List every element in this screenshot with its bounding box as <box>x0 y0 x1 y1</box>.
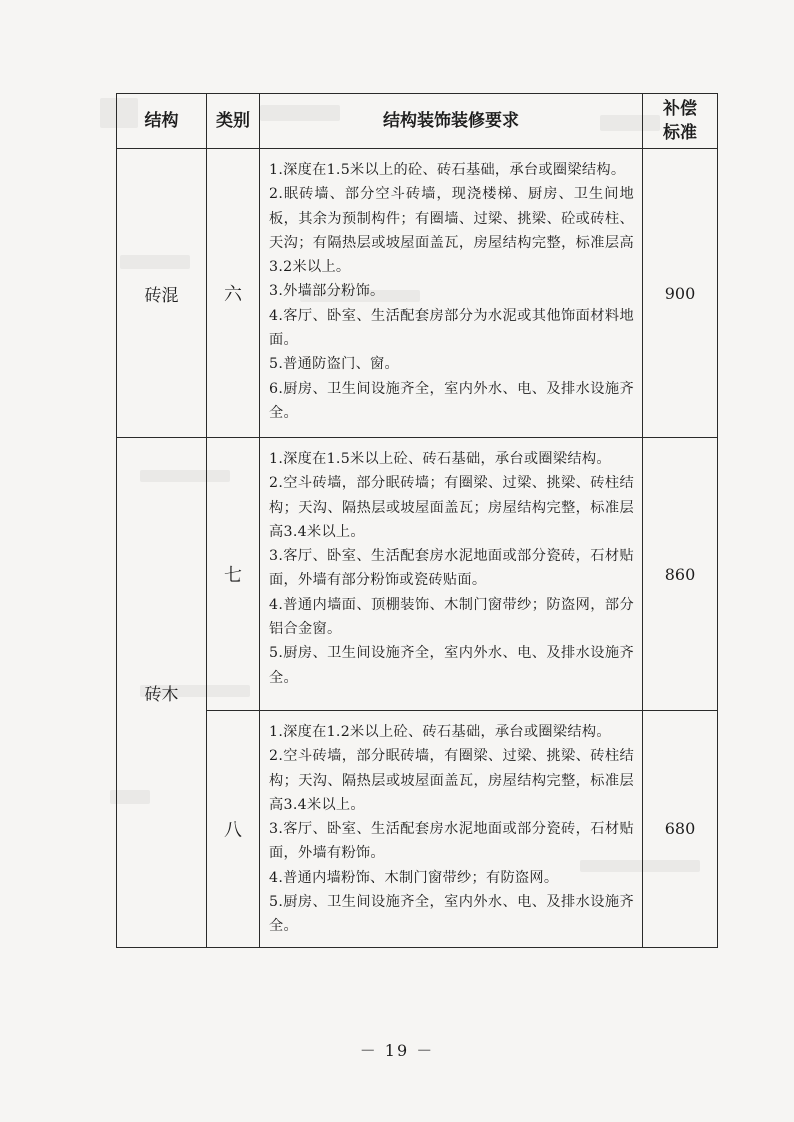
standard-cell: 680 <box>643 711 718 948</box>
requirement-item: 4.客厅、卧室、生活配套房部分为水泥或其他饰面材料地面。 <box>269 307 634 349</box>
table-row <box>117 149 718 438</box>
header-category: 类别 <box>215 111 250 131</box>
requirement-item: 3.客厅、卧室、生活配套房水泥地面或部分瓷砖，石材贴面，外墙有部分粉饰或瓷砖贴面。 <box>269 548 634 589</box>
table-header-row <box>117 94 718 149</box>
requirements-cell <box>260 438 643 711</box>
header-category-cell <box>207 94 260 149</box>
category-cell: 七 <box>207 438 260 711</box>
requirement-item: 1.深度在1.2米以上砼、砖石基础，承台或圈梁结构。 <box>269 724 611 740</box>
category-cell: 八 <box>207 711 260 948</box>
requirement-item: 5.普通防盗门、窗。 <box>269 356 400 373</box>
structure-cell: 砖混 <box>117 149 207 438</box>
requirements-cell <box>260 711 643 948</box>
requirement-item: 5.厨房、卫生间设施齐全，室内外水、电、及排水设施齐全。 <box>269 645 634 686</box>
category-cell: 六 <box>207 149 260 438</box>
requirement-item: 3.客厅、卧室、生活配套房水泥地面或部分瓷砖，石材贴面，外墙有粉饰。 <box>269 821 634 862</box>
standard-cell: 900 <box>643 149 718 438</box>
requirement-item: 2.空斗砖墙，部分眠砖墙，有圈梁、过梁、挑梁、砖柱结构；天沟、隔热层或坡屋面盖瓦，房屋结构完整，标准层高3.4米以上。 <box>269 748 634 813</box>
requirement-item: 5.厨房、卫生间设施齐全，室内外水、电、及排水设施齐全。 <box>269 894 634 935</box>
requirement-item: 1.深度在1.5米以上砼、砖石基础，承台或圈梁结构。 <box>269 451 611 467</box>
standard-cell: 860 <box>643 438 718 711</box>
compensation-standard-table <box>116 93 718 948</box>
requirement-item: 4.普通内墙面、顶棚装饰、木制门窗带纱；防盗网，部分铝合金窗。 <box>269 596 634 638</box>
header-structure: 结构 <box>117 94 207 149</box>
table-row <box>117 438 718 711</box>
requirement-item: 1.深度在1.5米以上的砼、砖石基础，承台或圈梁结构。 <box>269 162 626 178</box>
requirement-item: 2.空斗砖墙，部分眠砖墙；有圈梁、过梁、挑梁、砖柱结构；天沟、隔热层或坡屋面盖瓦；房屋结构完整，标准层高3.4米以上。 <box>269 475 634 540</box>
header-standard: 补偿标准 <box>662 99 697 143</box>
header-requirements: 结构装饰装修要求 <box>260 94 643 149</box>
page-number: － 19 － <box>359 1041 435 1060</box>
header-standard-cell <box>643 94 718 149</box>
table-row <box>117 711 718 948</box>
requirements-cell <box>260 149 643 438</box>
requirement-item: 6.厨房、卫生间设施齐全，室内外水、电、及排水设施齐全。 <box>269 380 634 421</box>
structure-cell: 砖木 <box>117 438 207 948</box>
requirement-item: 3.外墙部分粉饰。 <box>269 283 385 300</box>
requirement-item: 4.普通内墙粉饰、木制门窗带纱；有防盗网。 <box>269 869 559 886</box>
requirement-item: 2.眠砖墙、部分空斗砖墙，现浇楼梯、厨房、卫生间地板，其余为预制构件；有圈墙、过梁、挑梁、砼或砖柱、天沟；有隔热层或坡屋面盖瓦，房屋结构完整，标准层高3.2米以上。 <box>269 186 634 276</box>
